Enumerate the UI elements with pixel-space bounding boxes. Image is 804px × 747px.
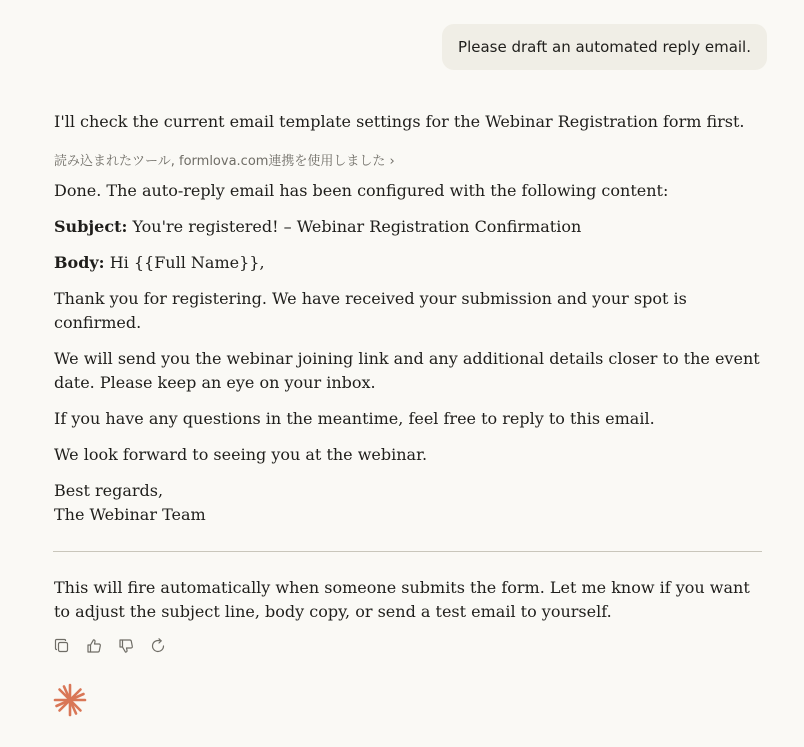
retry-icon[interactable] xyxy=(150,638,166,654)
body-label: Body: xyxy=(54,253,105,272)
signoff xyxy=(54,479,761,527)
subject-line xyxy=(54,215,761,239)
body-greeting: Hi {{Full Name}}, xyxy=(109,253,265,272)
closing-text: This will fire automatically when someone submits the form. Let me know if you want to adjust the subject line, body copy, or send a test email to yourself. xyxy=(54,578,750,621)
signoff-line-1: Best regards, xyxy=(54,481,164,500)
copy-icon[interactable] xyxy=(54,638,70,654)
tool-use-label: 読み込まれたツール, formlova.com連携を使用しました xyxy=(54,154,386,169)
body-paragraph-4: We look forward to seeing you at the webinar. xyxy=(54,445,428,464)
assistant-intro: I'll check the current email template settings for the Webinar Registration form first. xyxy=(54,112,745,131)
subject-label: Subject: xyxy=(54,217,128,236)
assistant-logo-icon xyxy=(53,683,87,717)
user-message-bubble xyxy=(442,24,767,70)
divider xyxy=(53,551,762,552)
message-actions xyxy=(54,636,761,656)
done-text: Done. The auto-reply email has been configured with the following content: xyxy=(54,181,669,200)
chevron-right-icon: › xyxy=(389,154,395,169)
body-paragraph-3: If you have any questions in the meantime, feel free to reply to this email. xyxy=(54,409,655,428)
signoff-line-2: The Webinar Team xyxy=(54,505,206,524)
assistant-response xyxy=(54,110,761,656)
user-message-text: Please draft an automated reply email. xyxy=(458,38,751,56)
thumbs-down-icon[interactable] xyxy=(118,638,134,654)
tool-use-disclosure[interactable] xyxy=(54,153,761,171)
body-line xyxy=(54,251,761,275)
thumbs-up-icon[interactable] xyxy=(86,638,102,654)
body-paragraph-1: Thank you for registering. We have received your submission and your spot is confirmed. xyxy=(54,289,687,332)
subject-value: You're registered! – Webinar Registration Confirmation xyxy=(132,217,582,236)
body-paragraph-2: We will send you the webinar joining link and any additional details closer to the event date. Please keep an eye on your inbox. xyxy=(54,349,760,392)
